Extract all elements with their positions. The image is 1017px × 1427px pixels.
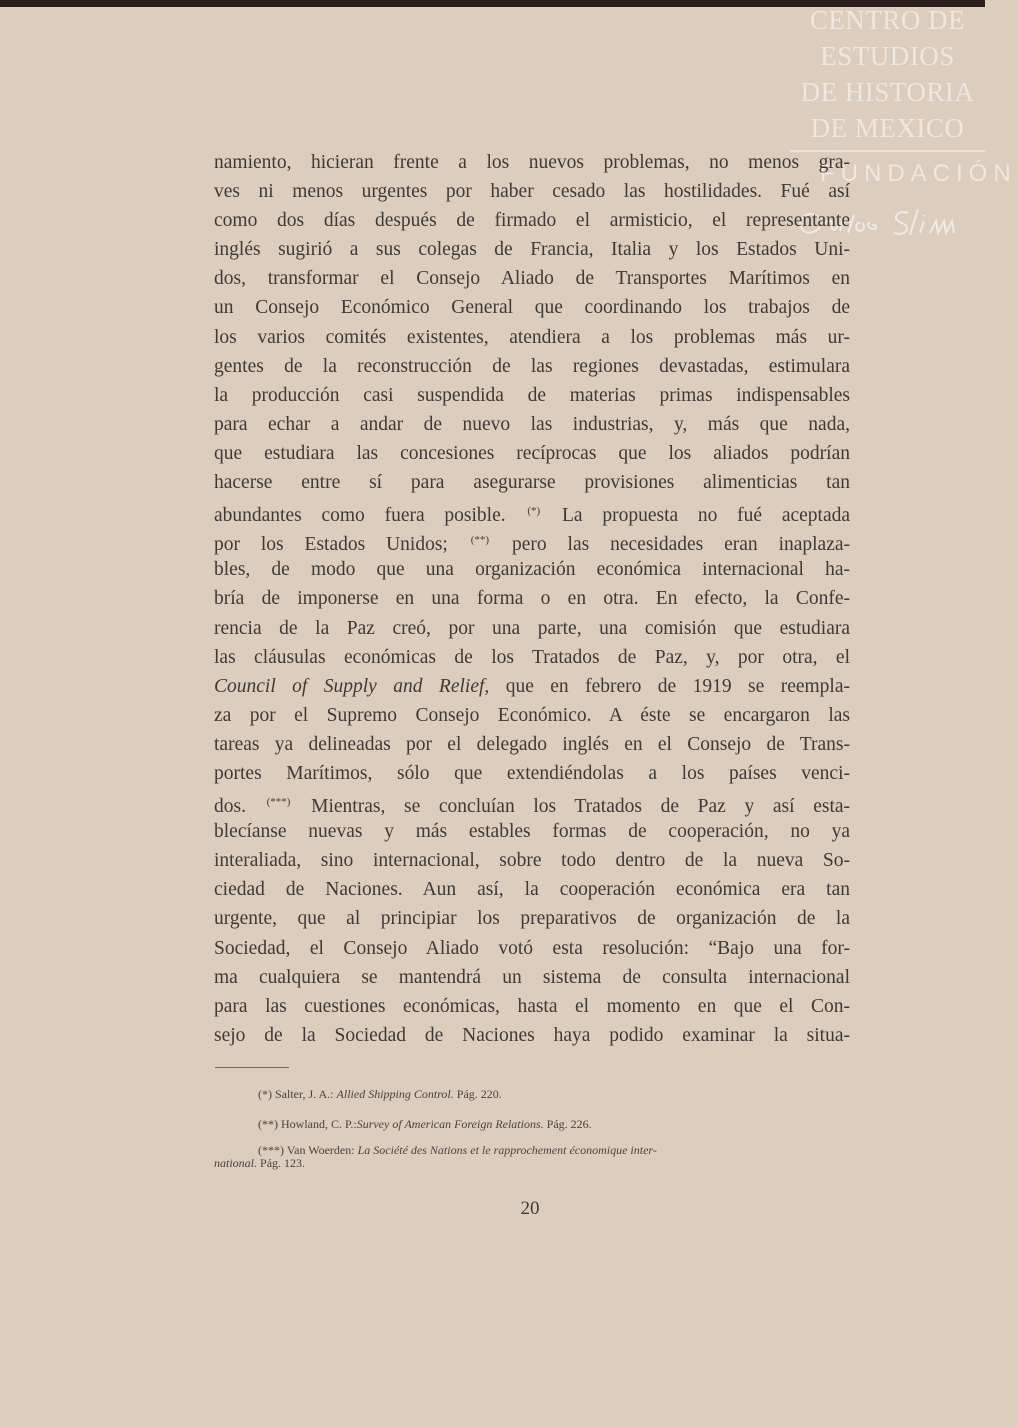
footnote-mark: (***) (258, 1143, 284, 1157)
text-line: dos, transformar el Consejo Aliado de Transportes Marítimos en (214, 268, 850, 290)
text-line: ciedad de Naciones. Aun así, la cooperación económica era tan (214, 879, 850, 901)
footnote-title: Survey of American Foreign Relations. (356, 1117, 544, 1131)
text-line: sejo de la Sociedad de Naciones haya podido examinar la situa- (214, 1024, 850, 1046)
text-line: gentes de la reconstrucción de las regiones devastadas, estimulara (214, 355, 850, 377)
text-line-with-footnote-ref (214, 788, 850, 817)
footnote-title: La Société des Nations et le rapprochement économique inter- (357, 1143, 657, 1157)
footnote-2 (258, 1118, 592, 1131)
footnote-1 (258, 1088, 502, 1101)
footnote-mark: (*) (258, 1087, 272, 1101)
watermark-line-4: DE MEXICO (810, 113, 965, 143)
footnote-page: Pág. 220. (456, 1087, 502, 1101)
text-fragment: que en febrero de 1919 se reempla- (505, 675, 850, 697)
footnote-ref-1[interactable]: (*) (527, 505, 541, 518)
footnote-author: Howland, C. P.: (281, 1117, 357, 1131)
text-line: los varios comités existentes, atendiera a los problemas más ur- (214, 326, 850, 348)
text-fragment: abundantes como fuera posible. (214, 505, 506, 527)
text-line: un Consejo Económico General que coordinando los trabajos de (214, 297, 850, 319)
text-line: blecíanse nuevas y más estables formas de cooperación, no ya (214, 821, 850, 843)
body-text (214, 148, 850, 1050)
watermark-foundation: FUNDACIÓN (820, 160, 1017, 187)
text-line: ves ni menos urgentes por haber cesado las hostilidades. Fué así (214, 181, 850, 203)
footnote-page: Pág. 226. (546, 1117, 592, 1131)
footnote-divider (215, 1067, 289, 1068)
footnote-3 (214, 1144, 850, 1170)
footnote-title: Allied Shipping Control. (336, 1087, 454, 1101)
text-line: como dos días después de firmado el armisticio, el representante (214, 210, 850, 232)
text-line-with-italic-title (214, 672, 850, 701)
text-fragment: pero las necesidades eran inaplaza- (512, 534, 851, 556)
text-line: tareas ya delineadas por el delegado inglés en el Consejo de Trans- (214, 733, 850, 755)
text-line: bría de imponerse en una forma o en otra. En efecto, la Confe- (214, 588, 850, 610)
italic-title: Council of Supply and Relief, (214, 675, 490, 697)
text-line: namiento, hicieran frente a los nuevos problemas, no menos gra- (214, 152, 850, 173)
footnote-mark: (**) (258, 1117, 278, 1131)
text-line: za por el Supremo Consejo Económico. A éste se encargaron las (214, 704, 850, 726)
text-line-with-footnote-ref (214, 497, 850, 526)
text-fragment: dos. (214, 796, 246, 818)
text-fragment: por los Estados Unidos; (214, 534, 448, 556)
watermark-line-3: DE HISTORIA (800, 77, 975, 107)
text-fragment: La propuesta no fué aceptada (562, 505, 851, 527)
text-line-with-footnote-ref (214, 526, 850, 555)
footnote-title-cont: national. (214, 1156, 258, 1170)
text-line: interaliada, sino internacional, sobre todo dentro de la nueva So- (214, 850, 850, 872)
text-line: urgente, que al principiar los preparativos de organización de la (214, 908, 850, 930)
text-line: ma cualquiera se mantendrá un sistema de consulta internacional (214, 966, 850, 988)
footnote-ref-2[interactable]: (**) (470, 534, 490, 547)
text-line: portes Marítimos, sólo que extendiéndolas a los países venci- (214, 762, 850, 784)
text-line: que estudiara las concesiones recíprocas que los aliados podrían (214, 442, 850, 464)
text-line: inglés sugirió a sus colegas de Francia, Italia y los Estados Uni- (214, 239, 850, 261)
text-line: Sociedad, el Consejo Aliado votó esta resolución: “Bajo una for- (214, 937, 850, 959)
watermark-institution (790, 0, 985, 146)
text-line: para las cuestiones económicas, hasta el momento en que el Con- (214, 995, 850, 1017)
text-line: la producción casi suspendida de materias primas indispensables (214, 384, 850, 406)
text-line: rencia de la Paz creó, por una parte, una comisión que estudiara (214, 617, 850, 639)
watermark-line-2: ESTUDIOS (820, 41, 955, 71)
page-number: 20 (520, 1198, 540, 1219)
footnote-author: Van Woerden: (286, 1143, 355, 1157)
footnote-page: Pág. 123. (260, 1156, 306, 1170)
watermark-line-1: CENTRO DE (809, 5, 966, 35)
text-line: para echar a andar de nuevo las industrias, y, más que nada, (214, 413, 850, 435)
text-line: las cláusulas económicas de los Tratados de Paz, y, por otra, el (214, 646, 850, 668)
text-line: hacerse entre sí para asegurarse provisiones alimenticias tan (214, 472, 850, 494)
text-line: bles, de modo que una organización económica internacional ha- (214, 559, 850, 581)
text-fragment: Mientras, se concluían los Tratados de Paz y así esta- (311, 796, 851, 818)
footnote-author: Salter, J. A.: (275, 1087, 334, 1101)
footnote-ref-3[interactable]: (***) (266, 796, 291, 809)
